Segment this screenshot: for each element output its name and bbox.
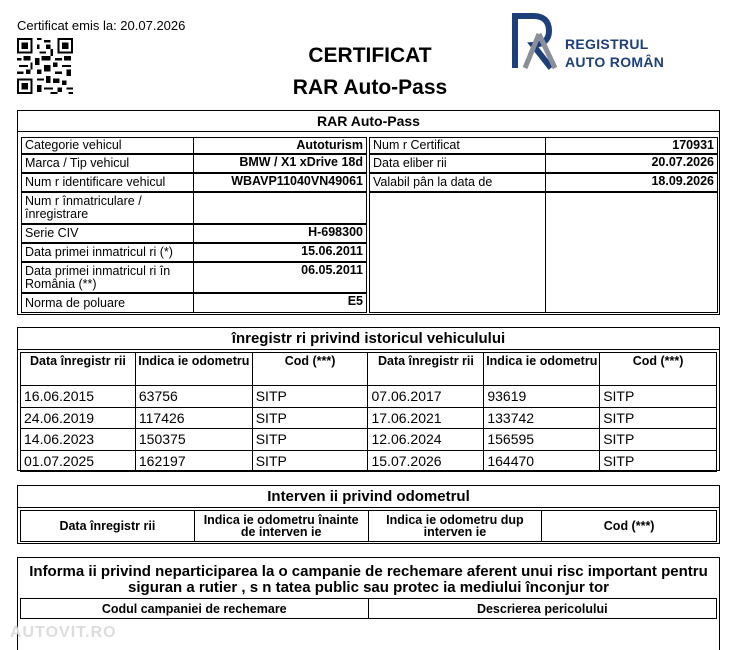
watermark: AUTOVIT.RO [10,624,117,641]
cell: 24.06.2019 [21,407,136,429]
empty-cell [370,193,546,312]
cell: SITP [252,429,368,451]
row-label: Data primei inmatricul ri în România (**) [22,263,194,292]
vehicle-row [21,224,367,243]
cell: SITP [252,386,368,408]
table-row [21,429,717,451]
issue-date: Certificat emis la: 20.07.2026 [17,18,186,33]
row-label: Serie CIV [22,225,194,242]
odometer-table [20,510,717,542]
row-value: 06.05.2011 [301,263,363,277]
cell: 16.06.2015 [21,386,136,408]
table-row [21,450,717,472]
cell: 164470 [484,450,600,472]
row-label: Categorie vehicul [22,138,194,153]
row-value: 170931 [672,138,714,152]
row-value: 20.07.2026 [651,155,714,169]
cell: 117426 [135,407,252,429]
certificate-row [369,173,718,192]
certificate-row [369,137,718,154]
row-value: 15.06.2011 [301,244,363,258]
history-section [17,327,720,471]
cell: 12.06.2024 [368,429,484,451]
cell: SITP [600,386,717,408]
row-label: Data eliber rii [370,155,546,172]
row-label: Num r înmatriculare / înregistrare [22,193,194,223]
cell: 01.07.2025 [21,450,136,472]
history-table [20,352,717,472]
vehicle-info-heading: RAR Auto-Pass [18,111,719,132]
qr-code-icon [17,38,73,94]
cell: SITP [600,450,717,472]
cell: 15.07.2026 [368,450,484,472]
col-header: Descrierea pericolului [368,599,717,619]
vehicle-row [21,137,367,154]
cell: SITP [600,429,717,451]
row-label: Num r identificare vehicul [22,174,194,191]
row-label: Valabil pân la data de [370,174,546,191]
recall-section [17,557,720,650]
cell: 156595 [484,429,600,451]
cell: SITP [252,407,368,429]
col-header: Data înregistr rii [368,353,484,386]
row-value: H-698300 [308,225,363,239]
cell: 150375 [135,429,252,451]
table-row [21,407,717,429]
odometer-section [17,485,720,544]
vehicle-row [21,262,367,293]
vehicle-row [21,293,367,313]
certificate-row [369,154,718,173]
page-subtitle: RAR Auto-Pass [292,76,448,99]
row-value: BMW / X1 xDrive 18d [239,155,363,169]
cell: 162197 [135,450,252,472]
cell: SITP [600,407,717,429]
cell: 133742 [484,407,600,429]
col-header: Data înregistr rii [21,511,195,542]
col-header: Data înregistr rii [21,353,136,386]
logo-text-line1: REGISTRUL [565,36,649,52]
col-header: Indica ie odometru dup interven ie [368,511,542,542]
row-value: Autoturism [296,138,363,152]
vehicle-row [21,243,367,262]
col-header: Codul campaniei de rechemare [21,599,369,619]
odometer-heading: Interven ii privind odometrul [18,486,719,508]
cell: 63756 [135,386,252,408]
vehicle-row [21,154,367,173]
row-value: WBAVP11040VN49061 [231,174,363,188]
recall-heading: Informa ii privind neparticiparea la o campanie de rechemare aferent unui risc important pentru siguran a rutier , s n tatea public sau protec ia mediului înconjur tor [29,563,708,596]
row-value [194,193,366,223]
rar-logo-icon [511,12,565,70]
certificate-empty-area [369,192,718,313]
table-row [21,386,717,408]
col-header: Indica ie odometru înainte de interven ie [194,511,368,542]
col-header: Cod (***) [542,511,717,542]
history-heading: înregistr ri privind istoricul vehiculului [18,328,719,350]
col-header: Cod (***) [252,353,368,386]
vehicle-row [21,173,367,192]
page-title: CERTIFICAT [308,44,432,67]
logo-text-line2: AUTO ROMÂN [565,54,665,70]
cell: 17.06.2021 [368,407,484,429]
rar-logo [511,12,681,72]
col-header: Cod (***) [600,353,717,386]
cell: 14.06.2023 [21,429,136,451]
row-value: 18.09.2026 [651,174,714,188]
col-header: Indica ie odometru [135,353,252,386]
recall-table [20,598,717,619]
row-label: Num r Certificat [370,138,546,153]
col-header: Indica ie odometru [484,353,600,386]
vehicle-row [21,192,367,224]
row-label: Marca / Tip vehicul [22,155,194,172]
cell: SITP [252,450,368,472]
cell: 07.06.2017 [368,386,484,408]
vehicle-info-section [17,110,720,315]
row-label: Norma de poluare [22,294,194,312]
row-label: Data primei inmatricul ri (*) [22,244,194,261]
row-value: E5 [347,294,363,308]
cell: 93619 [484,386,600,408]
